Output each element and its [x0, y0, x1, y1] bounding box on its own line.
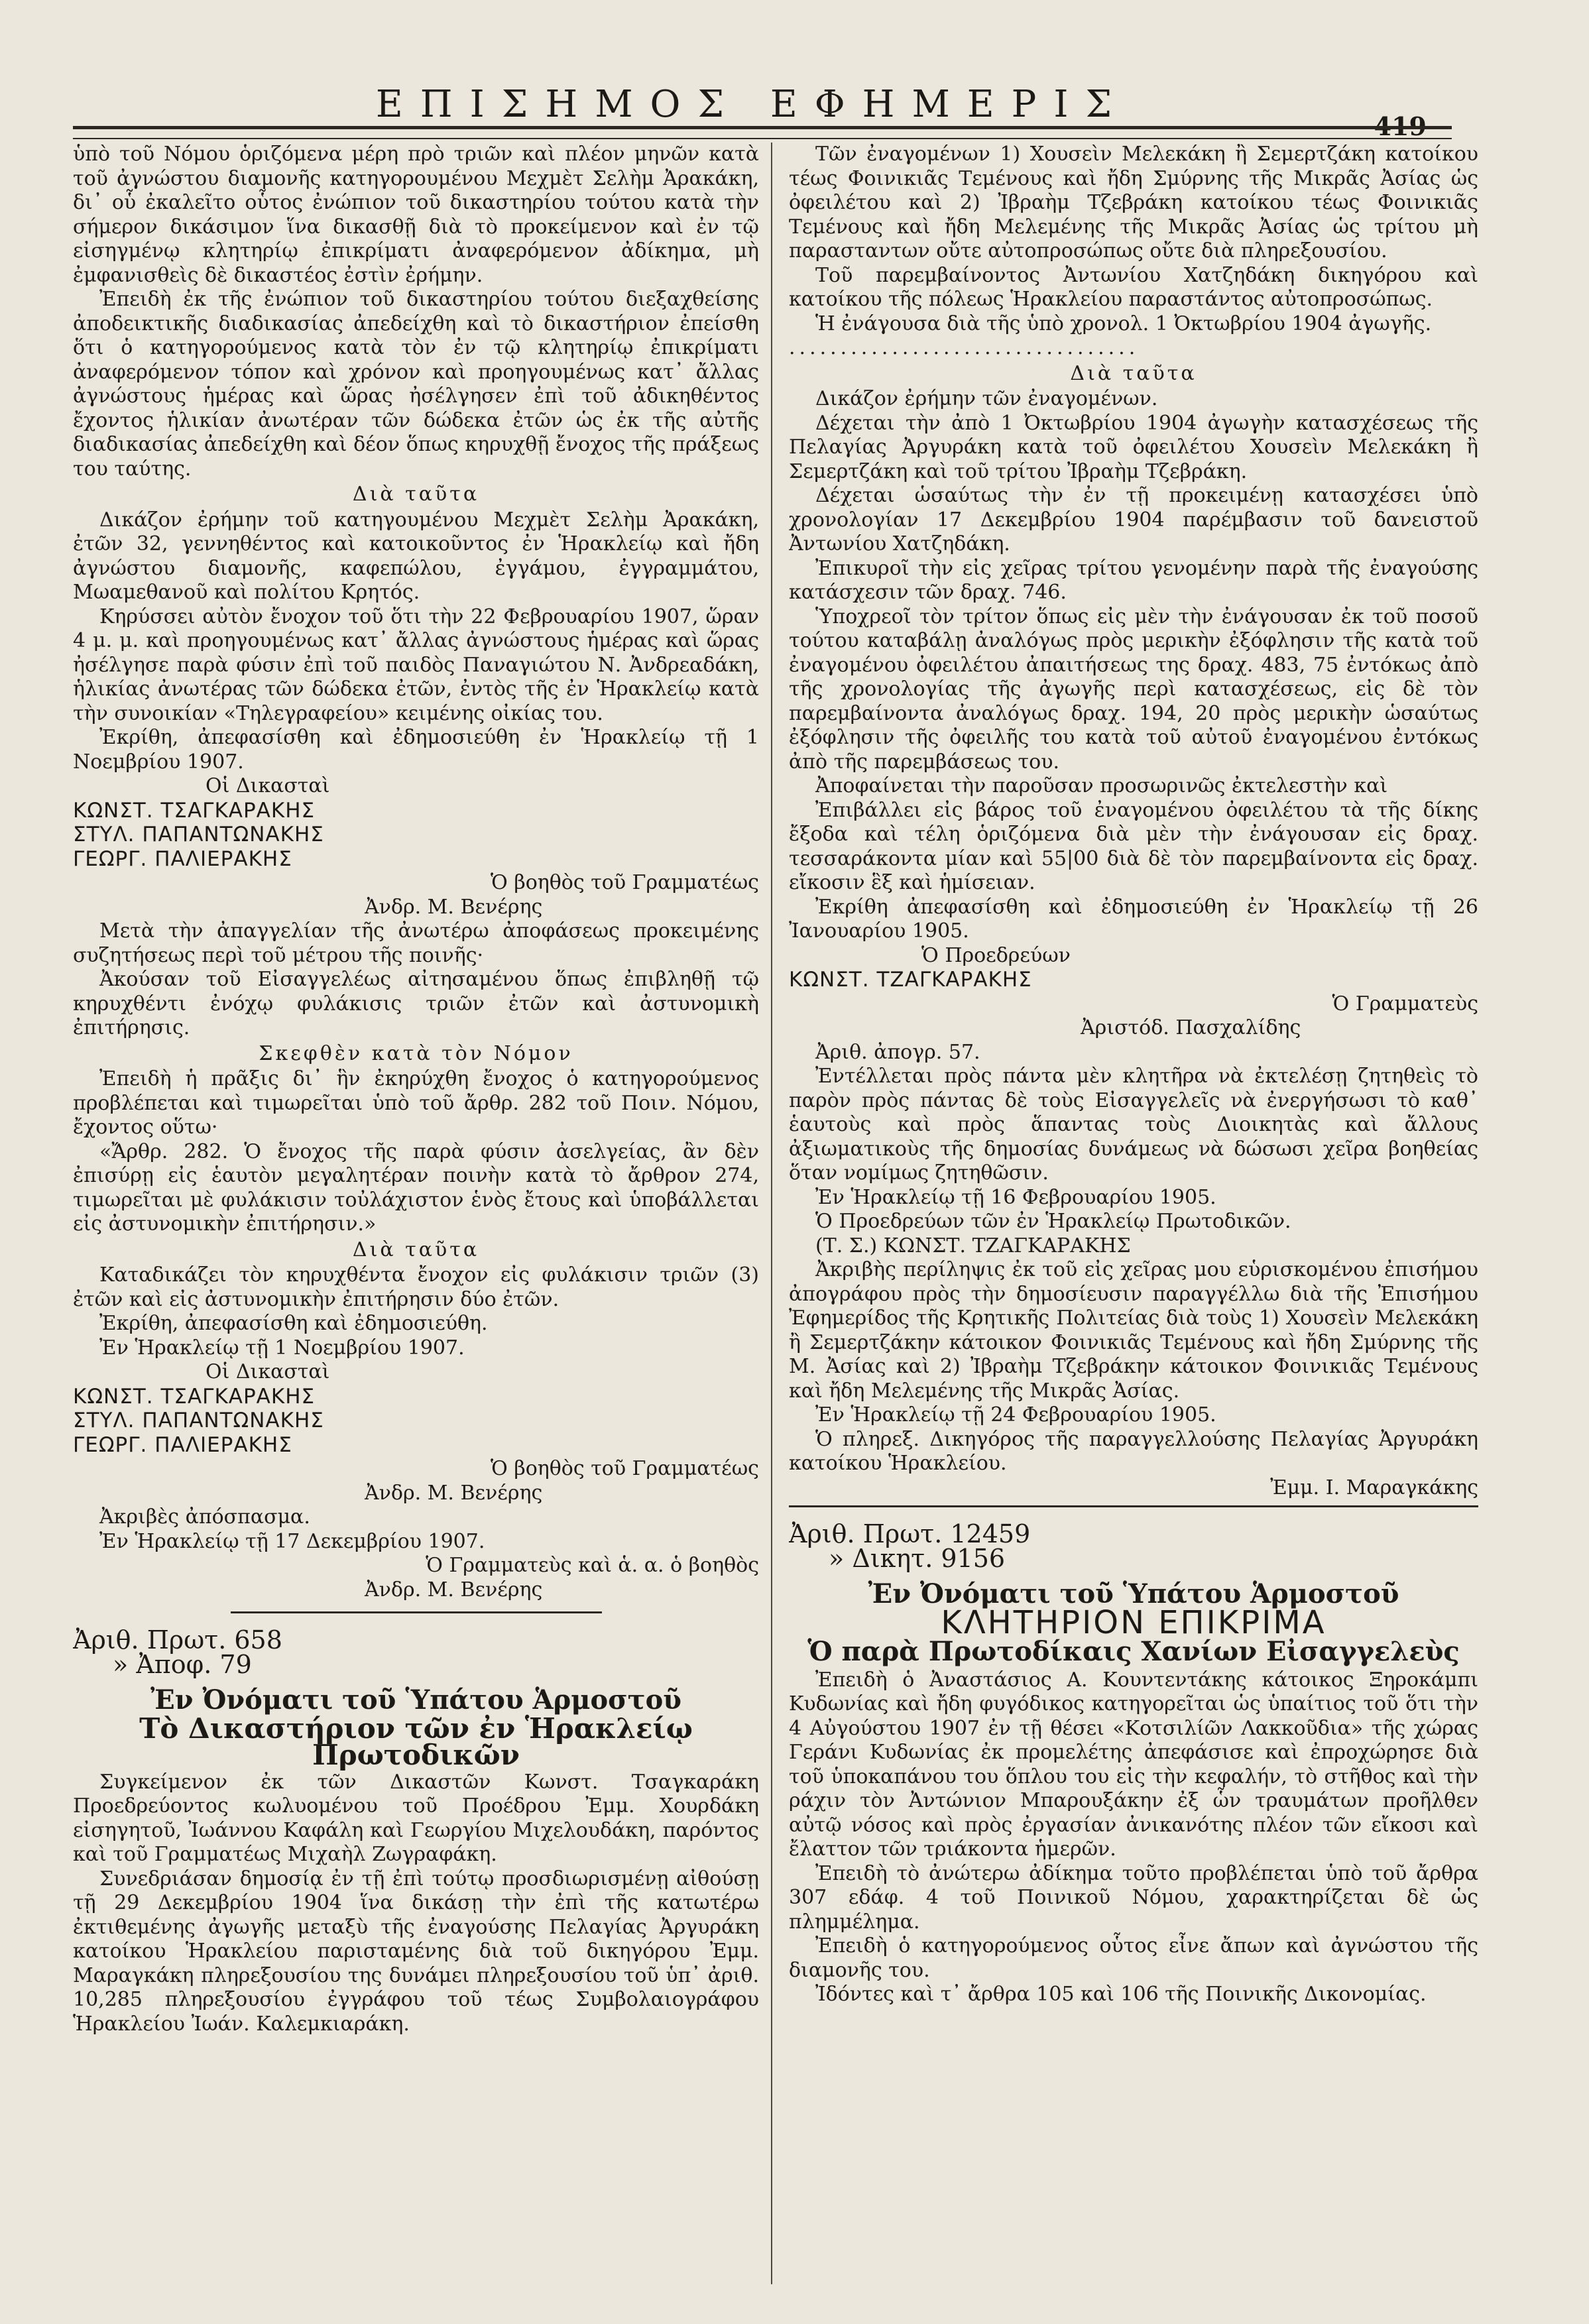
- paragraph: Ἐπειδὴ ἐκ τῆς ἐνώπιον τοῦ δικαστηρίου τούτου διεξαχθείσης ἀποδεικτικῆς διαδικασίας ἀπεδείχθη καὶ τὸ δικαστήριον ἐπείσθη ὅτι ὁ κατηγορούμενος κατὰ τὸν ἐν τῷ κλητηρίῳ ἐπικρίματι ἀναφερόμενον τόπον καὶ χρόνον καὶ προηγουμένως κατ᾽ ἄλλας ἀγνώστους ἡμέρας καὶ ὥρας ἠσέλγησεν ἐπὶ τοῦ ἀδικηθέντος ἔχοντος ἡλικίαν ἀνωτέραν τῶν δώδεκα ἐτῶν ὡς ἐκ τῆς αὐτῆς διαδικασίας ἀπεδείχθη καὶ δέον ὅπως κηρυχθῇ ἔνοχος τῆς πράξεως του ταύτης.: [73, 288, 759, 481]
- paragraph: Δέχεται ὡσαύτως τὴν ἐν τῇ προκειμένῃ κατασχέσει ὑπὸ χρονολογίαν 17 Δεκεμβρίου 1904 παρέμβασιν τοῦ δανειστοῦ Ἀντωνίου Χατζηδάκη.: [789, 484, 1478, 555]
- docket-number: » Δικητ. 9156: [829, 1543, 1006, 1573]
- judges-label: Οἱ Δικασταὶ: [206, 774, 330, 797]
- signature: Ἐμμ. Ι. Μαραγκάκης: [1270, 1476, 1478, 1499]
- clerk-name: Ἀνδρ. Μ. Βενέρης: [365, 1481, 543, 1505]
- clerk-title: Ὁ Γραμματεὺς καὶ ἁ. α. ὁ βοηθὸς: [426, 1554, 759, 1577]
- judge-name: ΓΕΩΡΓ. ΠΑΛΙΕΡΑΚΗΣ: [73, 1432, 292, 1457]
- clerk-name: Ἀνδρ. Μ. Βενέρης: [365, 895, 543, 919]
- section-heading: Σκεφθὲν κατὰ τὸν Νόμον: [259, 1041, 573, 1065]
- paragraph: Μετὰ τὴν ἀπαγγελίαν τῆς ἀνωτέρω ἀποφάσεως προκειμένης συζητήσεως περὶ τοῦ μέτρου τῆς ποινῆς·: [73, 919, 759, 967]
- paragraph: «Ἄρθρ. 282. Ὁ ἔνοχος τῆς παρὰ φύσιν ἀσελγείας, ἂν δὲν ἐπισύρῃ εἰς ἑαυτὸν μεγαλητέραν ποινὴν κατὰ τὸ ἄρθρον 274, τιμωρεῖται μὲ φυλάκισιν τοὐλάχιστον ἑνὸς ἔτους καὶ ὑποβάλλεται εἰς ἀστυνομικὴν ἐπιτήρησιν.»: [73, 1139, 759, 1236]
- paragraph: Ὁ πληρεξ. Δικηγόρος τῆς παραγγελλούσης Πελαγίας Ἀργυράκη κατοίκου Ἡρακλείου.: [789, 1427, 1478, 1475]
- paragraph: Ἐκρίθη, ἀπεφασίσθη καὶ ἐδημοσιεύθη ἐν Ἡρακλείῳ τῇ 1 Νοεμβρίου 1907.: [73, 726, 759, 774]
- paragraph: Ἐπιβάλλει εἰς βάρος τοῦ ἐναγομένου ὀφειλέτου τὰ τῆς δίκης ἔξοδα καὶ τέλη ὁριζόμενα διὰ μὲν τὴν ἐνάγουσαν εἰς δραχ. τεσσαράκοντα μίαν καὶ 55|00 διὰ δὲ τὸν παρεμβαίνοντα εἰς δραχ. εἴκοσιν ἓξ καὶ ἡμίσειαν.: [789, 798, 1478, 894]
- paragraph: Καταδικάζει τὸν κηρυχθέντα ἔνοχον εἰς φυλάκισιν τριῶν (3) ἐτῶν καὶ εἰς ἀστυνομικὴν ἐπιτήρησιν δύο ἐτῶν.: [73, 1263, 759, 1311]
- paragraph: Συνεδριάσαν δημοσίᾳ ἐν τῇ ἐπὶ τούτῳ προσδιωρισμένῃ αἰθούσῃ τῇ 29 Δεκεμβρίου 1904 ἵνα δικάσῃ τὴν ἐπὶ τῆς κατωτέρω ἐκτιθεμένης ἀγωγῆς μεταξὺ τῆς ἐναγούσης Πελαγίας Ἀργυράκη κατοίκου Ἡρακλείου παρισταμένης διὰ τοῦ δικηγόρου Ἐμμ. Μαραγκάκη πληρεξουσίου της δυνάμει πληρεξουσίου τοῦ ὑπ᾽ ἀριθ. 10,285 πληρεξουσίου ἐγγράφου τοῦ τέως Συμβολαιογράφου Ἡρακλείου Ἰωάν. Καλεμκιαράκη.: [73, 1867, 759, 2036]
- clerk-title: Ὁ βοηθὸς τοῦ Γραμματέως: [491, 871, 759, 894]
- paragraph: Ἐν Ἡρακλείῳ τῇ 1 Νοεμβρίου 1907.: [99, 1336, 465, 1360]
- judges-label: Οἱ Δικασταὶ: [206, 1360, 330, 1383]
- prosecutor-heading: Ὁ παρὰ Πρωτοδίκαις Χανίων Εἰσαγγελεὺς: [807, 1636, 1460, 1667]
- paragraph: Ἐκρίθη, ἀπεφασίσθη καὶ ἐδημοσιεύθη.: [99, 1312, 488, 1335]
- paragraph: Τῶν ἐναγομένων 1) Χουσεὶν Μελεκάκη ἢ Σεμερτζάκη κατοίκου τέως Φοινικιᾶς Τεμένους καὶ ἤδη Σμύρνης τῆς Μικρᾶς Ἀσίας ὡς ὀφειλέτου καὶ 2) Ἰβραὴμ Τζεβράκη κατοίκου τέως Φοινικιᾶς Τεμένους καὶ ἤδη Μελεμένης τῆς Μικρᾶς Ἀσίας ὡς τρίτου μὴ παρασταντων οὔτε αὐτοπροσώπως οὔτε διὰ πληρεξουσίου.: [789, 143, 1478, 262]
- paragraph: Ἀκριβὲς ἀπόσπασμα.: [99, 1505, 310, 1529]
- paragraph: Συγκείμενον ἐκ τῶν Δικαστῶν Κωνστ. Τσαγκαράκη Προεδρεύοντος κωλυομένου τοῦ Προέδρου Ἐμμ. Χουρδάκη εἰσηγητοῦ, Ἰωάννου Καφάλη καὶ Γεωργίου Μιχελουδάκη, παρόντος καὶ τοῦ Γραμματέως Μιχαὴλ Ζωγραφάκη.: [73, 1770, 759, 1866]
- court-heading: Τὸ Δικαστήριον τῶν ἐν Ἡρακλείῳ: [139, 1712, 693, 1745]
- paragraph: Δέχεται τὴν ἀπὸ 1 Ὀκτωβρίου 1904 ἀγωγὴν κατασχέσεως τῆς Πελαγίας Ἀργυράκη κατὰ τοῦ ὀφειλέτου Χουσεὶν Μελεκάκη ἢ Σεμερτζάκη καὶ τοῦ τρίτου Ἰβραὴμ Τζεβράκη.: [789, 411, 1478, 483]
- secretary-name: Ἀριστόδ. Πασχαλίδης: [1081, 1016, 1301, 1039]
- judge-name: ΣΤΥΛ. ΠΑΠΑΝΤΩΝΑΚΗΣ: [73, 823, 324, 846]
- section-heading: Διὰ ταῦτα: [352, 1238, 480, 1261]
- judge-name: ΚΩΝΣΤ. ΤΣΑΓΚΑΡΑΚΗΣ: [73, 798, 316, 823]
- paragraph: Ὑποχρεοῖ τὸν τρίτον ὅπως εἰς μὲν τὴν ἐνάγουσαν ἐκ τοῦ ποσοῦ τούτου καταβάλῃ ἀναλόγως πρὸς μερικὴν ἐξόφλησιν τῆς κατὰ τοῦ ἐναγομένου ὀφειλέτου ἀπαιτήσεως της δραχ. 483, 75 ἐντόκως ἀπὸ τῆς χρονολογίας τῆς ἀγωγῆς περὶ κατασχέσεως, εἰς δὲ τὸν παρεμβαίνοντα ἀναλόγως δραχ. 194, 20 πρὸς μερικὴν ὡσαύτως ἐξόφλησιν τῆς ὀφειλῆς του κατὰ τοῦ αὐτοῦ ἐναγομένου ἐντόκως ἀπὸ τῆς παρεμβάσεως του.: [789, 605, 1478, 774]
- judge-name: ΓΕΩΡΓ. ΠΑΛΙΕΡΑΚΗΣ: [73, 846, 292, 871]
- secretary-label: Ὁ Γραμματεὺς: [1332, 992, 1478, 1016]
- header-rule: [73, 126, 1452, 129]
- paragraph: Ἀριθ. ἀπογρ. 57.: [815, 1040, 980, 1064]
- paragraph: Ἰδόντες καὶ τ᾽ ἄρθρα 105 καὶ 106 τῆς Ποινικῆς Δικονομίας.: [815, 1983, 1427, 2006]
- paragraph: Ὁ Προεδρεύων τῶν ἐν Ἡρακλείῳ Πρωτοδικῶν.: [815, 1210, 1291, 1233]
- president-name: ΚΩΝΣΤ. ΤΖΑΓΚΑΡΑΚΗΣ: [789, 968, 1032, 992]
- section-heading: Διὰ ταῦτα: [352, 483, 480, 506]
- court-heading: Πρωτοδικῶν: [312, 1739, 520, 1771]
- judge-name: ΣΤΥΛ. ΠΑΠΑΝΤΩΝΑΚΗΣ: [73, 1409, 324, 1432]
- section-rule: [231, 1611, 602, 1613]
- paragraph: Ἐν Ἡρακλείῳ τῇ 17 Δεκεμβρίου 1907.: [99, 1529, 485, 1553]
- paragraph: ὑπὸ τοῦ Νόμου ὁριζόμενα μέρη πρὸ τριῶν καὶ πλέον μηνῶν κατὰ τοῦ ἀγνώστου διαμονῆς κατηγορουμένου Μεχμὲτ Σελὴμ Ἀρακάκη, δι᾽ οὗ ἐκαλεῖτο οὗτος ἐνώπιον τοῦ δικαστηρίου τούτου κατὰ τὴν σήμερον δικάσιμον ἵνα δικασθῇ διὰ τὸ προκείμενον καὶ ἐν τῷ εἰσηγμένῳ κλητηρίῳ ἐπικρίματι ἀναφερόμενον ἀδίκημα, μὴ ἐμφανισθεὶς δὲ δικαστέος ἐστὶν ἐρήμην.: [73, 143, 759, 287]
- paragraph: Ἀκούσαν τοῦ Εἰσαγγελέως αἰτησαμένου ὅπως ἐπιβληθῇ τῷ κηρυχθέντι ἐνόχῳ φυλάκισις τριῶν ἐτῶν καὶ ἀστυνομικὴ ἐπιτήρησις.: [73, 968, 759, 1039]
- paragraph: Ἐν Ἡρακλείῳ τῇ 16 Φεβρουαρίου 1905.: [815, 1185, 1216, 1209]
- summons-heading: ΚΛΗΤΗΡΙΟΝ ΕΠΙΚΡΙΜΑ: [941, 1603, 1326, 1641]
- clerk-name: Ἀνδρ. Μ. Βενέρης: [365, 1578, 543, 1601]
- paragraph: Ἐντέλλεται πρὸς πάντα μὲν κλητῆρα νὰ ἐκτελέσῃ ζητηθεὶς τὸ παρὸν πρὸς πάντας δὲ τοὺς Εἰσαγγελεῖς νὰ ἐνεργήσωσι τὸ καθ᾽ ἑαυτοὺς καὶ πρὸς ἅπαντας τοὺς Διοικητὰς καὶ ἄλλους ἀξιωματικοὺς τῆς δημοσίας δυνάμεως νὰ δώσωσι χεῖρα βοηθείας ὅταν νομίμως ζητηθῶσιν.: [789, 1065, 1478, 1185]
- reference-number: Ἀριθ. Πρωτ. 658: [73, 1625, 282, 1655]
- invocation-heading: Ἐν Ὀνόματι τοῦ Ὑπάτου Ἁρμοστοῦ: [868, 1578, 1399, 1609]
- president-label: Ὁ Προεδρεύων: [921, 943, 1071, 967]
- paragraph: Ἐπειδὴ ἡ πρᾶξις δι᾽ ἣν ἐκηρύχθη ἔνοχος ὁ κατηγορούμενος προβλέπεται καὶ τιμωρεῖται ὑπὸ τοῦ ἄρθρ. 282 τοῦ Ποιν. Νόμου, ἔχοντος οὕτω·: [73, 1067, 759, 1139]
- paragraph: Δικάζον ἐρήμην τῶν ἐναγομένων.: [815, 387, 1158, 410]
- clerk-title: Ὁ βοηθὸς τοῦ Γραμματέως: [491, 1457, 759, 1480]
- paragraph: Ἀποφαίνεται τὴν παροῦσαν προσωρινῶς ἐκτελεστὴν καὶ: [815, 774, 1388, 797]
- reference-number: Ἀριθ. Πρωτ. 12459: [789, 1519, 1031, 1548]
- header-rule-thin: [73, 138, 1452, 139]
- section-rule: [789, 1505, 1478, 1507]
- paragraph: Ἐπειδὴ ὁ κατηγορούμενος οὗτος εἶνε ἄπων καὶ ἀγνώστου τῆς διαμονῆς του.: [789, 1934, 1478, 1982]
- omission-dots: ..................................: [789, 336, 1140, 359]
- paragraph: Τοῦ παρεμβαίνοντος Ἀντωνίου Χατζηδάκη δικηγόρου καὶ κατοίκου τῆς πόλεως Ἡρακλείου παραστάντος αὐτοπροσώπως.: [789, 263, 1478, 311]
- judge-name: ΚΩΝΣΤ. ΤΣΑΓΚΑΡΑΚΗΣ: [73, 1384, 316, 1409]
- paragraph: Ἡ ἐνάγουσα διὰ τῆς ὑπὸ χρονολ. 1 Ὀκτωβρίου 1904 ἀγωγῆς.: [815, 312, 1432, 335]
- left-column: [73, 143, 759, 2297]
- decision-number: » Ἀποφ. 79: [113, 1649, 252, 1679]
- paragraph: (Τ. Σ.) ΚΩΝΣΤ. ΤΖΑΓΚΑΡΑΚΗΣ: [815, 1234, 1131, 1257]
- column-divider: [771, 143, 772, 2284]
- masthead-title: ΕΠΙΣΗΜΟΣ ΕΦΗΜΕΡΙΣ: [375, 83, 1130, 126]
- paragraph: Ἐπειδὴ ὁ Ἀναστάσιος Α. Κουντεντάκης κάτοικος Ξηροκάμπι Κυδωνίας καὶ ἤδη φυγόδικος κατηγορεῖται ὡς ὑπαίτιος τοῦ ὅτι τὴν 4 Αὐγούστου 1907 ἐν τῇ θέσει «Κοτσιλίῶν Λακκοῦδια» τῆς χώρας Γεράνι Κυδωνίας ἐκ προμελέτης ἀπεφάσισε καὶ ἐπροχώρησε διὰ τοῦ ὑποκαπάνου του ὅπλου του εἰς τὴν κεφαλήν, τὸ στῆθος καὶ τὴν ράχιν τὸν Ἀντώνιον Μπαρουξάκην ἐξ ὧν τραυμάτων προῆλθεν αὐτῷ νόσος καὶ πρὸς ἐργασίαν ἀνικανότης πλέον τῶν εἴκοσι καὶ ἔλαττον τῶν τριάκοντα ἡμερῶν.: [789, 1668, 1478, 1861]
- section-heading: Διὰ ταῦτα: [1070, 361, 1197, 385]
- paragraph: Ἀκριβὴς περίληψις ἐκ τοῦ εἰς χεῖρας μου εὑρισκομένου ἐπισήμου ἀπογράφου πρὸς τὴν δημοσίευσιν παραγγέλλω διὰ τῆς Ἐπισήμου Ἐφημερίδος τῆς Κρητικῆς Πολιτείας διὰ τοὺς 1) Χουσεὶν Μελεκάκη ἢ Σεμερτζάκην κάτοικον Φοινικιᾶς Τεμένους καὶ ἤδη Σμύρνης τῆς Μ. Ἀσίας καὶ 2) Ἰβραὴμ Τζεβράκην κάτοικον Φοινικιᾶς Τεμένους καὶ ἤδη Μελεμένης τῆς Μικρᾶς Ἀσίας.: [789, 1258, 1478, 1403]
- paragraph: Δικάζον ἐρήμην τοῦ κατηγουμένου Μεχμὲτ Σελὴμ Ἀρακάκη, ἐτῶν 32, γεννηθέντος καὶ κατοικοῦντος ἐν Ἡρακλείῳ καὶ ἤδη ἀγνώστου διαμονῆς, καφεπώλου, ἐγγάμου, ἐγγραμμάτου, Μωαμεθανοῦ καὶ πολίτου Κρητός.: [73, 508, 759, 604]
- paragraph: Ἐν Ἡρακλείῳ τῇ 24 Φεβρουαρίου 1905.: [815, 1403, 1216, 1426]
- invocation-heading: Ἐν Ὀνόματι τοῦ Ὑπάτου Ἁρμοστοῦ: [150, 1684, 681, 1715]
- page-number: 419: [1374, 111, 1427, 141]
- paragraph: Ἐκρίθη ἀπεφασίσθη καὶ ἐδημοσιεύθη ἐν Ἡρακλείῳ τῇ 26 Ἰανουαρίου 1905.: [789, 895, 1478, 943]
- paragraph: Ἐπικυροῖ τὴν εἰς χεῖρας τρίτου γενομένην παρὰ τῆς ἐναγούσης κατάσχεσιν τῶν δραχ. 746.: [789, 556, 1478, 604]
- paragraph: Ἐπειδὴ τὸ ἀνώτερω ἀδίκημα τοῦτο προβλέπεται ὑπὸ τοῦ ἄρθρα 307 εδάφ. 4 τοῦ Ποινικοῦ Νόμου, χαρακτηρίζεται δὲ ὡς πλημμέλημα.: [789, 1861, 1478, 1934]
- right-column: [789, 143, 1478, 2297]
- paragraph: Κηρύσσει αὐτὸν ἔνοχον τοῦ ὅτι τὴν 22 Φεβρουαρίου 1907, ὥραν 4 μ. μ. καὶ προηγουμένως κατ᾽ ἄλλας ἀγνώστους ἡμέρας καὶ ὥρας ἠσέλγησε παρὰ φύσιν ἐπὶ τοῦ παιδὸς Παναγιώτου Ν. Ἀνδρεαδάκη, ἡλικίας ἀνωτέρας τῶν δώδεκα ἐτῶν, ἐντὸς τῆς ἐν Ἡρακλείῳ κατὰ τὴν συνοικίαν «Τηλεγραφείου» κειμένης οἰκίας του.: [73, 605, 759, 725]
